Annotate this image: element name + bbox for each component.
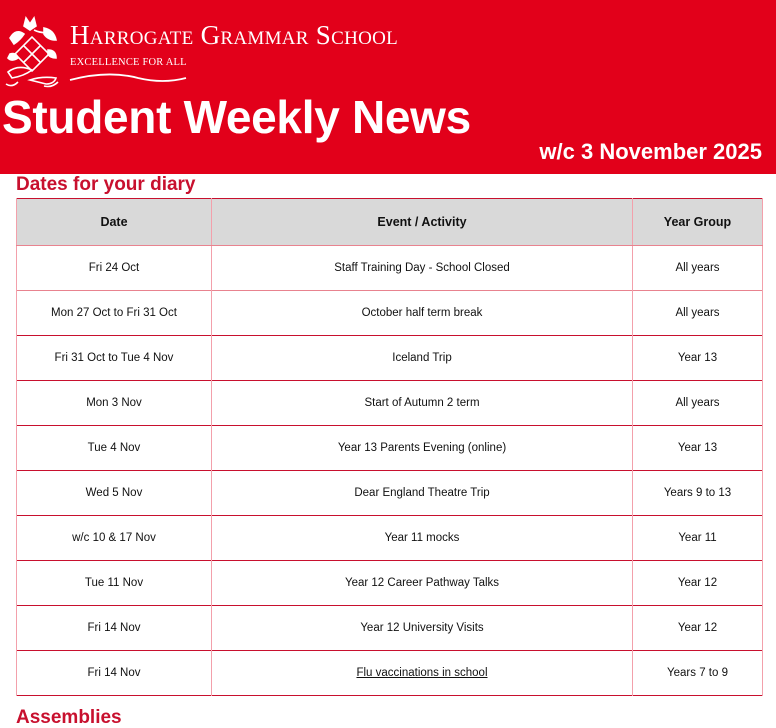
diary-table xyxy=(16,198,763,696)
table-row xyxy=(17,426,763,471)
school-name: Harrogate Grammar School xyxy=(70,20,399,50)
cell-year-group: Years 9 to 13 xyxy=(633,471,763,516)
cell-event: Staff Training Day - School Closed xyxy=(212,246,633,291)
cell-year-group: Year 13 xyxy=(633,426,763,471)
table-row xyxy=(17,561,763,606)
cell-event xyxy=(212,651,633,696)
cell-date: Fri 14 Nov xyxy=(17,606,212,651)
flu-vaccinations-link[interactable]: Flu vaccinations in school xyxy=(356,667,488,679)
week-commencing: w/c 3 November 2025 xyxy=(539,139,762,164)
cell-date: Tue 11 Nov xyxy=(17,561,212,606)
cell-date: Fri 14 Nov xyxy=(17,651,212,696)
cell-year-group: All years xyxy=(633,291,763,336)
cell-date: Wed 5 Nov xyxy=(17,471,212,516)
table-row xyxy=(17,606,763,651)
table-row xyxy=(17,516,763,561)
cell-event: Year 12 University Visits xyxy=(212,606,633,651)
page-title: Student Weekly News xyxy=(2,91,471,143)
cell-year-group: Year 12 xyxy=(633,606,763,651)
cell-event: Dear England Theatre Trip xyxy=(212,471,633,516)
cell-date: Fri 24 Oct xyxy=(17,246,212,291)
table-row xyxy=(17,291,763,336)
header-banner xyxy=(0,0,776,174)
cell-year-group: Years 7 to 9 xyxy=(633,651,763,696)
cell-date: Fri 31 Oct to Tue 4 Nov xyxy=(17,336,212,381)
cell-year-group: All years xyxy=(633,246,763,291)
column-header-date: Date xyxy=(17,199,212,246)
cell-event: Iceland Trip xyxy=(212,336,633,381)
cell-year-group: All years xyxy=(633,381,763,426)
diary-heading: Dates for your diary xyxy=(16,174,196,195)
cell-event: Year 11 mocks xyxy=(212,516,633,561)
cell-date: Mon 3 Nov xyxy=(17,381,212,426)
cell-date: Tue 4 Nov xyxy=(17,426,212,471)
table-row xyxy=(17,336,763,381)
swoosh-decoration-icon xyxy=(68,70,188,86)
table-header-row xyxy=(17,199,763,246)
cell-event: Start of Autumn 2 term xyxy=(212,381,633,426)
table-row xyxy=(17,246,763,291)
cell-year-group: Year 11 xyxy=(633,516,763,561)
cell-year-group: Year 13 xyxy=(633,336,763,381)
cell-year-group: Year 12 xyxy=(633,561,763,606)
cell-event: Year 13 Parents Evening (online) xyxy=(212,426,633,471)
school-crest-icon xyxy=(4,14,62,90)
column-header-year-group: Year Group xyxy=(633,199,763,246)
cell-date: Mon 27 Oct to Fri 31 Oct xyxy=(17,291,212,336)
column-header-event: Event / Activity xyxy=(212,199,633,246)
assemblies-heading: Assemblies xyxy=(16,707,122,728)
table-row xyxy=(17,381,763,426)
school-tagline: EXCELLENCE FOR ALL xyxy=(70,57,187,68)
cell-date: w/c 10 & 17 Nov xyxy=(17,516,212,561)
cell-event: October half term break xyxy=(212,291,633,336)
table-row xyxy=(17,471,763,516)
table-row xyxy=(17,651,763,696)
cell-event: Year 12 Career Pathway Talks xyxy=(212,561,633,606)
